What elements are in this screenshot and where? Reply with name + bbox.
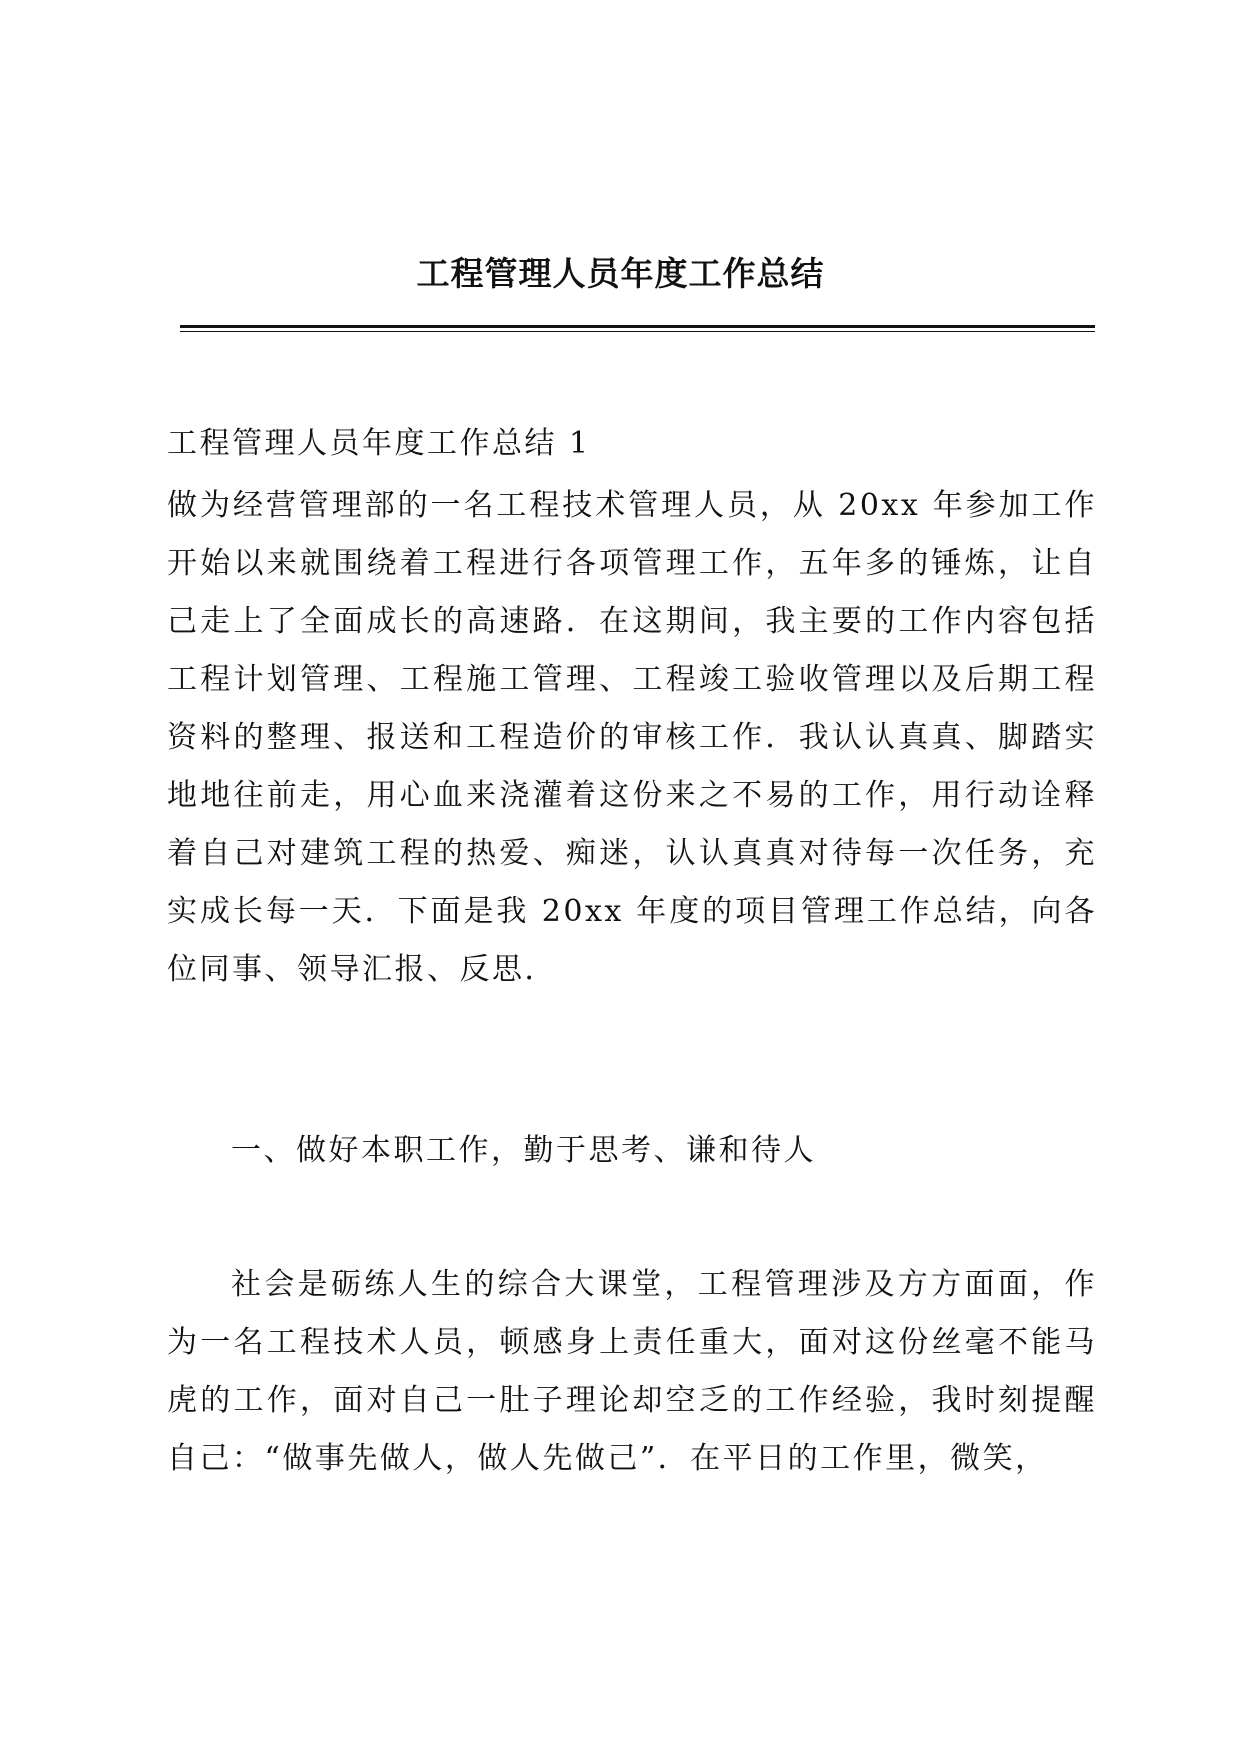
section-paragraph: 社会是砺练人生的综合大课堂，工程管理涉及方方面面，作为一名工程技术人员，顿感身上责任重大，面对这份丝毫不能马虎的工作，面对自己一肚子理论却空乏的工作经验，我时刻提醒自己：“做事先做人，做人先做己”．在平日的工作里，微笑， xyxy=(167,1267,1097,1476)
title-divider-thick xyxy=(180,325,1095,328)
title-divider-thin xyxy=(180,331,1095,332)
document-subtitle: 工程管理人员年度工作总结 1 xyxy=(167,426,591,461)
document-title: 工程管理人员年度工作总结 xyxy=(416,254,825,293)
intro-paragraph: 做为经营管理部的一名工程技术管理人员，从 20xx 年参加工作开始以来就围绕着工程进行各项管理工作，五年多的锤炼，让自己走上了全面成长的高速路．在这期间，我主要的工作内容包括工程计划管理、工程施工管理、工程竣工验收管理以及后期工程资料的整理、报送和工程造价的审核工作．我认认真真、脚踏实地地往前走，用心血来浇灌着这份来之不易的工作，用行动诠释着自己对建筑工程的热爱、痴迷，认认真真对待每一次任务，充实成长每一天．下面是我 20xx 年度的项目管理工作总结，向各位同事、领导汇报、反思． xyxy=(167,488,1097,987)
section-heading: 一、做好本职工作，勤于思考、谦和待人 xyxy=(231,1133,816,1168)
